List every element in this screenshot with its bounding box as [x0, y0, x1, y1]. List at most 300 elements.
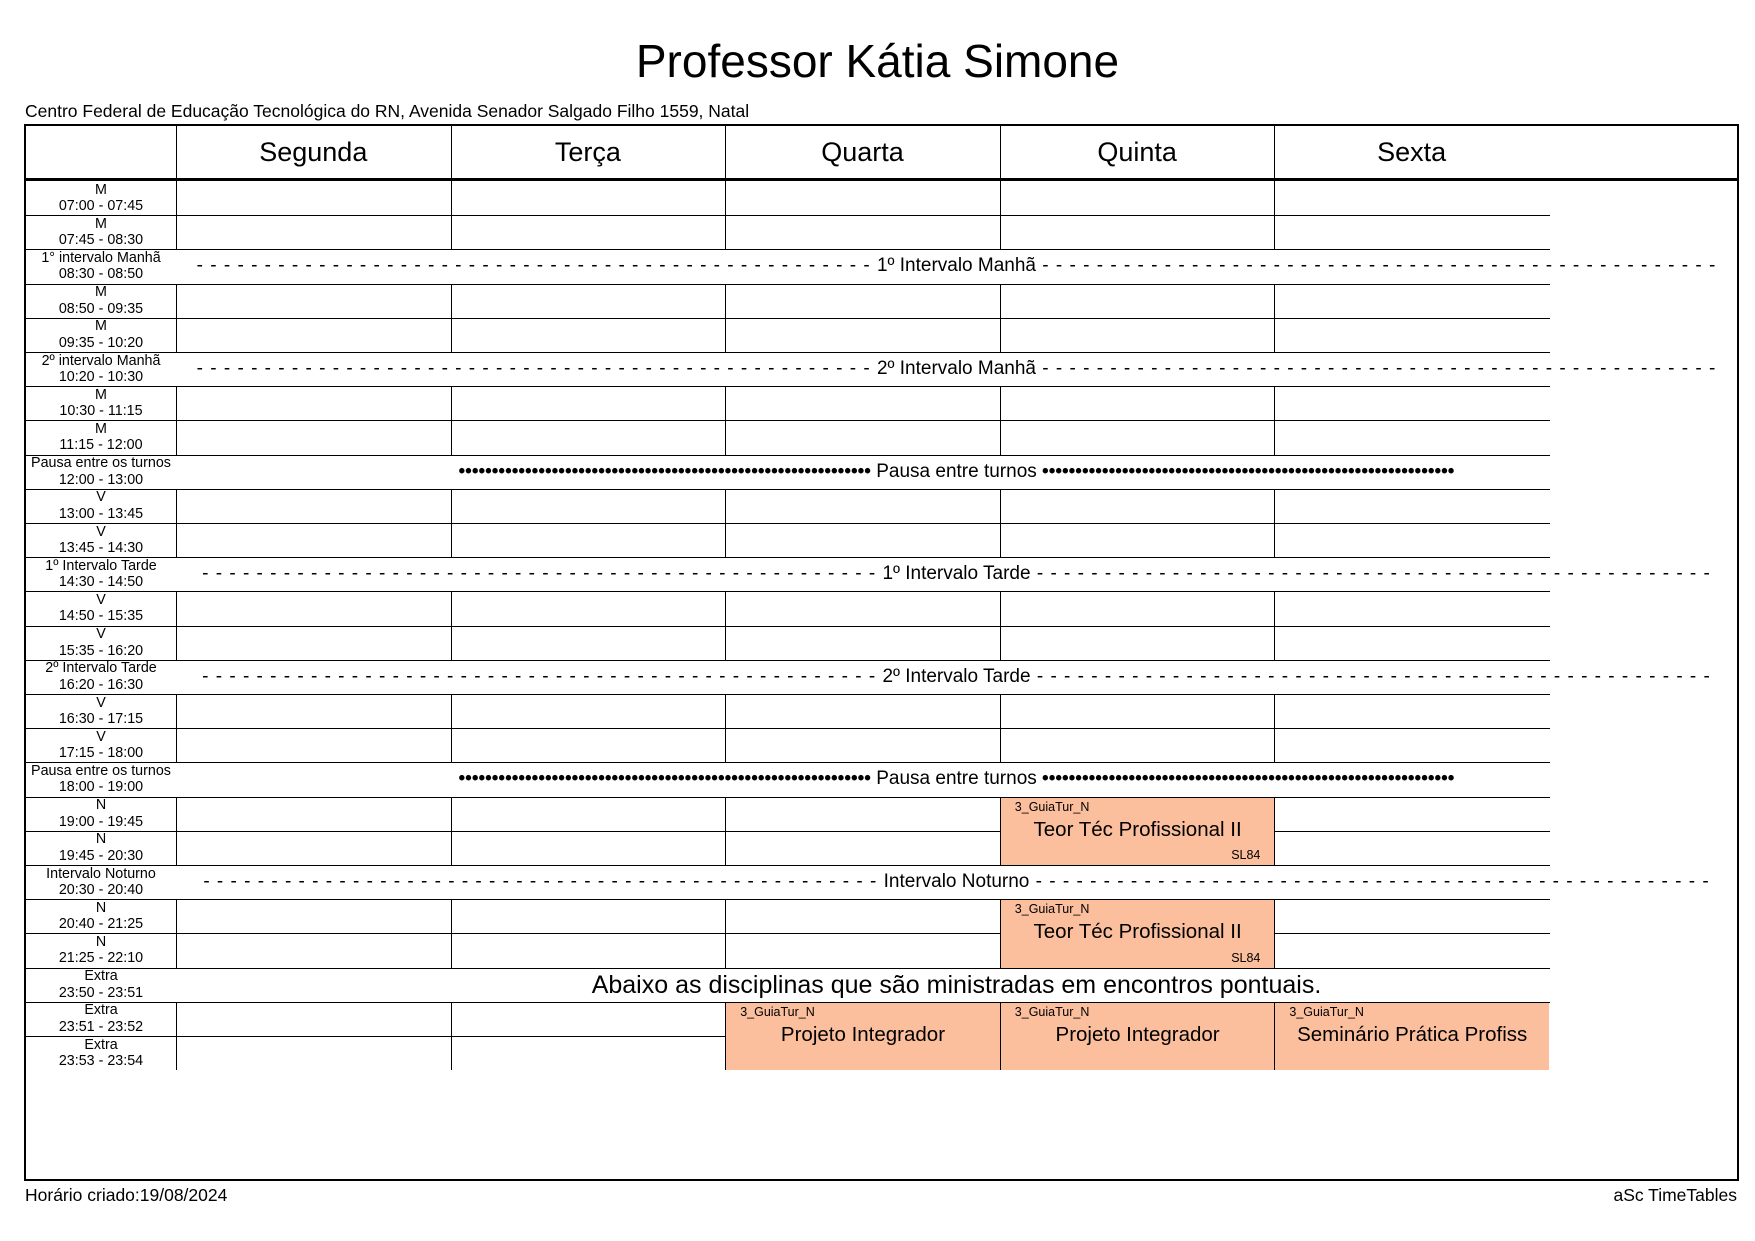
column-divider — [1274, 831, 1275, 865]
period-time: 13:00 - 13:45 — [58, 505, 144, 522]
row-divider — [176, 215, 452, 216]
period-label — [26, 181, 176, 215]
row-divider — [451, 318, 727, 319]
row-divider — [26, 968, 176, 969]
period-name: 1º Intervalo Tarde — [45, 557, 157, 574]
period-label — [26, 420, 176, 454]
row-divider — [26, 660, 176, 661]
period-label — [26, 352, 176, 386]
row-divider — [176, 694, 452, 695]
lesson-card[interactable] — [1001, 798, 1275, 865]
banner-text: Intervalo Noturno — [883, 871, 1030, 892]
column-divider — [1274, 523, 1275, 557]
column-divider — [725, 489, 726, 523]
row-divider — [26, 728, 176, 729]
banner-filler: - - - - - - - - - - - - - - - - - - - - - - - - - - - - - - - - - - - - - - - - - - - - - - - - - - — [1030, 563, 1711, 585]
column-divider — [1274, 284, 1275, 318]
column-divider — [725, 591, 726, 625]
column-divider — [451, 1036, 452, 1070]
period-label — [26, 489, 176, 523]
period-label — [26, 728, 176, 762]
column-divider — [1274, 797, 1275, 831]
row-divider — [26, 797, 176, 798]
lesson-subject: Teor Téc Profissional II — [1033, 817, 1242, 841]
column-divider — [176, 899, 177, 933]
period-label — [26, 215, 176, 249]
row-divider — [1274, 591, 1550, 592]
lesson-card[interactable] — [1001, 1003, 1275, 1070]
day-header: Segunda — [259, 137, 368, 167]
row-divider — [176, 284, 452, 285]
period-label — [26, 1002, 176, 1036]
column-divider — [725, 694, 726, 728]
row-divider — [451, 386, 727, 387]
row-divider — [725, 591, 1001, 592]
row-divider — [176, 489, 452, 490]
lesson-subject: Teor Téc Profissional II — [1033, 920, 1242, 944]
row-divider — [725, 489, 1001, 490]
row-divider — [725, 694, 1001, 695]
column-divider — [176, 318, 177, 352]
period-label — [26, 249, 176, 283]
period-name: Extra — [84, 1036, 118, 1053]
day-header: Sexta — [1377, 137, 1447, 167]
row-divider — [26, 215, 176, 216]
banner-filler: - - - - - - - - - - - - - - - - - - - - - - - - - - - - - - - - - - - - - - - - - - - - - - - - - - — [1029, 871, 1710, 892]
lesson-room: SL84 — [1231, 950, 1261, 965]
column-divider — [725, 420, 726, 454]
column-divider — [176, 126, 177, 178]
row-divider — [1274, 626, 1550, 627]
row-divider — [26, 489, 176, 490]
period-label — [26, 523, 176, 557]
column-divider — [1274, 626, 1275, 660]
row-divider — [176, 899, 452, 900]
column-divider — [1000, 284, 1001, 318]
row-divider — [26, 249, 176, 250]
column-divider — [451, 523, 452, 557]
period-label — [26, 797, 176, 831]
column-divider — [451, 831, 452, 865]
period-label — [26, 933, 176, 967]
row-divider — [1274, 318, 1550, 319]
column-divider — [451, 386, 452, 420]
row-divider — [176, 626, 452, 627]
row-divider — [1274, 797, 1550, 798]
row-divider — [1274, 523, 1550, 524]
row-divider — [26, 284, 176, 285]
break-banner — [176, 865, 1737, 899]
row-divider — [725, 899, 1001, 900]
row-divider — [1274, 899, 1550, 900]
row-divider — [176, 728, 452, 729]
column-divider — [176, 181, 177, 215]
period-time: 08:50 - 09:35 — [58, 300, 144, 317]
column-divider — [176, 728, 177, 762]
column-divider — [1000, 386, 1001, 420]
banner-text: Pausa entre turnos — [876, 768, 1037, 790]
day-header: Quarta — [821, 137, 904, 167]
row-divider — [1274, 386, 1550, 387]
period-time: 14:30 - 14:50 — [58, 574, 144, 591]
column-divider — [1274, 386, 1275, 420]
lesson-card[interactable] — [726, 1003, 1000, 1070]
column-divider — [451, 591, 452, 625]
column-divider — [451, 1002, 452, 1036]
row-divider — [26, 1002, 176, 1003]
day-header: Terça — [554, 137, 621, 167]
row-divider — [176, 318, 452, 319]
banner-text: 1º Intervalo Tarde — [882, 563, 1031, 585]
column-divider — [725, 126, 726, 178]
period-time: 16:30 - 17:15 — [58, 711, 144, 728]
row-divider — [176, 386, 452, 387]
column-divider — [725, 626, 726, 660]
period-time: 08:30 - 08:50 — [58, 266, 144, 283]
school-address: Centro Federal de Educação Tecnológica do RN, Avenida Senador Salgado Filho 1559, Natal — [25, 101, 750, 121]
created-date: Horário criado:19/08/2024 — [25, 1185, 228, 1205]
row-divider — [1274, 420, 1550, 421]
column-divider — [725, 318, 726, 352]
period-time: 17:15 - 18:00 — [58, 745, 144, 762]
period-name: 2º intervalo Manhã — [41, 352, 161, 369]
column-divider — [1274, 728, 1275, 762]
row-divider — [26, 386, 176, 387]
row-divider — [725, 318, 1001, 319]
column-divider — [451, 933, 452, 967]
period-time: 19:45 - 20:30 — [58, 847, 144, 864]
row-divider — [1000, 284, 1276, 285]
column-divider — [176, 694, 177, 728]
column-divider — [176, 523, 177, 557]
row-divider — [176, 591, 452, 592]
period-time: 07:45 - 08:30 — [58, 232, 144, 249]
banner-text: 2º Intervalo Tarde — [882, 665, 1031, 687]
row-divider — [26, 557, 176, 558]
period-name: 2º Intervalo Tarde — [45, 660, 157, 677]
period-label — [26, 626, 176, 660]
column-divider — [1000, 126, 1001, 178]
row-divider — [451, 523, 727, 524]
row-divider — [725, 284, 1001, 285]
period-time: 16:20 - 16:30 — [58, 676, 144, 693]
software-credit: aSc TimeTables — [1613, 1185, 1737, 1205]
row-divider — [1000, 215, 1276, 216]
column-divider — [451, 126, 452, 178]
row-divider — [26, 352, 176, 353]
lesson-room: SL84 — [1231, 847, 1261, 862]
header-divider — [26, 178, 1737, 181]
row-divider — [725, 933, 1001, 934]
column-divider — [1000, 181, 1001, 215]
row-divider — [1274, 694, 1550, 695]
column-divider — [451, 318, 452, 352]
column-divider — [725, 523, 726, 557]
column-divider — [725, 797, 726, 831]
column-divider — [725, 386, 726, 420]
row-divider — [26, 899, 176, 900]
period-name: Extra — [84, 968, 118, 985]
column-divider — [176, 626, 177, 660]
period-label — [26, 557, 176, 591]
column-divider — [451, 797, 452, 831]
period-label — [26, 660, 176, 694]
column-divider — [1000, 591, 1001, 625]
row-divider — [26, 455, 176, 456]
row-divider — [1000, 523, 1276, 524]
period-name: V — [96, 626, 106, 643]
row-divider — [725, 626, 1001, 627]
banner-filler: - - - - - - - - - - - - - - - - - - - - - - - - - - - - - - - - - - - - - - - - - - - - - - - - - - — [202, 563, 883, 585]
break-banner — [176, 762, 1737, 796]
row-divider — [1274, 831, 1550, 832]
column-divider — [725, 728, 726, 762]
lesson-class: 3_GuiaTur_N — [1014, 799, 1090, 814]
column-divider — [1274, 318, 1275, 352]
period-name: V — [96, 523, 106, 540]
lesson-card[interactable] — [1275, 1003, 1549, 1070]
row-divider — [26, 626, 176, 627]
row-divider — [1000, 591, 1276, 592]
row-divider — [451, 284, 727, 285]
row-divider — [26, 318, 176, 319]
period-label — [26, 1036, 176, 1070]
column-divider — [451, 694, 452, 728]
period-name: M — [95, 284, 107, 301]
row-divider — [451, 1036, 727, 1037]
period-time: 09:35 - 10:20 — [58, 334, 144, 351]
column-divider — [451, 626, 452, 660]
row-divider — [176, 797, 452, 798]
column-divider — [1000, 626, 1001, 660]
period-time: 10:30 - 11:15 — [59, 403, 143, 420]
row-divider — [451, 420, 727, 421]
row-divider — [1000, 626, 1276, 627]
column-divider — [176, 797, 177, 831]
period-time: 18:00 - 19:00 — [58, 779, 144, 796]
row-divider — [725, 831, 1001, 832]
period-time: 07:00 - 07:45 — [58, 198, 144, 215]
column-divider — [1000, 728, 1001, 762]
lesson-subject: Seminário Prática Profiss — [1297, 1022, 1528, 1046]
row-divider — [176, 933, 452, 934]
period-label — [26, 831, 176, 865]
column-divider — [176, 489, 177, 523]
period-label — [26, 318, 176, 352]
period-time: 14:50 - 15:35 — [58, 608, 144, 625]
column-divider — [451, 181, 452, 215]
row-divider — [26, 762, 176, 763]
column-divider — [725, 284, 726, 318]
row-divider — [725, 420, 1001, 421]
column-divider — [451, 284, 452, 318]
lesson-class: 3_GuiaTur_N — [1014, 902, 1090, 917]
column-divider — [451, 215, 452, 249]
row-divider — [1274, 284, 1550, 285]
period-name: V — [96, 728, 106, 745]
column-divider — [1274, 694, 1275, 728]
column-divider — [176, 284, 177, 318]
extra-note: Abaixo as disciplinas que são ministradas em encontros pontuais. — [591, 970, 1322, 999]
period-name: Extra — [84, 1002, 118, 1019]
column-divider — [451, 420, 452, 454]
row-divider — [1274, 933, 1550, 934]
column-divider — [176, 933, 177, 967]
row-divider — [26, 865, 176, 866]
row-divider — [1274, 215, 1550, 216]
column-divider — [451, 489, 452, 523]
banner-filler: - - - - - - - - - - - - - - - - - - - - - - - - - - - - - - - - - - - - - - - - - - - - - - - - - - — [202, 665, 883, 687]
period-name: M — [95, 181, 107, 198]
period-name: N — [95, 933, 107, 950]
period-label — [26, 591, 176, 625]
row-divider — [1274, 728, 1550, 729]
period-name: Pausa entre os turnos — [31, 762, 171, 779]
period-time: 23:53 - 23:54 — [58, 1053, 144, 1070]
column-divider — [725, 215, 726, 249]
period-label — [26, 455, 176, 489]
column-divider — [1274, 933, 1275, 967]
lesson-class: 3_GuiaTur_N — [740, 1004, 815, 1019]
row-divider — [451, 933, 727, 934]
period-time: 15:35 - 16:20 — [58, 642, 144, 659]
banner-filler: - - - - - - - - - - - - - - - - - - - - - - - - - - - - - - - - - - - - - - - - - - - - - - - - - - — [1036, 358, 1717, 379]
period-time: 12:00 - 13:00 — [58, 471, 144, 488]
banner-filler: •••••••••••••••••••••••••••••••••••••••••••••••••••••••••••••• — [1036, 768, 1455, 790]
period-name: V — [96, 694, 106, 711]
row-divider — [176, 1002, 452, 1003]
row-divider — [1000, 489, 1276, 490]
column-divider — [1274, 181, 1275, 215]
period-label — [26, 968, 176, 1002]
row-divider — [451, 1002, 727, 1003]
row-divider — [451, 626, 727, 627]
banner-filler: •••••••••••••••••••••••••••••••••••••••••••••••••••••••••••••• — [458, 768, 877, 790]
period-time: 23:51 - 23:52 — [58, 1018, 144, 1035]
row-divider — [1000, 694, 1276, 695]
lesson-subject: Projeto Integrador — [1055, 1022, 1220, 1046]
row-divider — [26, 933, 176, 934]
banner-filler: - - - - - - - - - - - - - - - - - - - - - - - - - - - - - - - - - - - - - - - - - - - - - - - - - - — [1036, 255, 1717, 277]
column-divider — [176, 831, 177, 865]
row-divider — [1000, 420, 1276, 421]
break-banner — [176, 660, 1737, 694]
break-banner — [176, 455, 1737, 489]
row-divider — [1000, 386, 1276, 387]
row-divider — [725, 728, 1001, 729]
row-divider — [1000, 318, 1276, 319]
period-name: M — [95, 420, 107, 437]
break-banner — [176, 249, 1737, 283]
column-divider — [451, 728, 452, 762]
column-divider — [725, 933, 726, 967]
break-banner — [176, 557, 1737, 591]
period-label — [26, 386, 176, 420]
period-label — [26, 694, 176, 728]
column-divider — [1000, 215, 1001, 249]
banner-filler: •••••••••••••••••••••••••••••••••••••••••••••••••••••••••••••• — [458, 460, 877, 482]
break-banner — [176, 352, 1737, 386]
column-divider — [1000, 523, 1001, 557]
lesson-card[interactable] — [1001, 900, 1275, 967]
period-name: N — [95, 831, 107, 848]
row-divider — [451, 489, 727, 490]
banner-filler: •••••••••••••••••••••••••••••••••••••••••••••••••••••••••••••• — [1036, 460, 1455, 482]
period-time: 20:30 - 20:40 — [58, 882, 144, 899]
row-divider — [176, 523, 452, 524]
row-divider — [725, 797, 1001, 798]
column-divider — [725, 181, 726, 215]
row-divider — [451, 215, 727, 216]
column-divider — [451, 899, 452, 933]
row-divider — [26, 1036, 176, 1037]
row-divider — [451, 694, 727, 695]
row-divider — [451, 728, 727, 729]
column-divider — [1274, 215, 1275, 249]
column-divider — [176, 1002, 177, 1036]
period-label — [26, 762, 176, 796]
row-divider — [725, 386, 1001, 387]
day-header: Quinta — [1097, 137, 1177, 167]
column-divider — [1000, 420, 1001, 454]
row-divider — [451, 591, 727, 592]
row-divider — [1274, 489, 1550, 490]
column-divider — [176, 215, 177, 249]
row-divider — [26, 694, 176, 695]
period-time: 13:45 - 14:30 — [58, 540, 144, 557]
column-divider — [1274, 126, 1275, 178]
banner-filler: - - - - - - - - - - - - - - - - - - - - - - - - - - - - - - - - - - - - - - - - - - - - - - - - - - — [196, 255, 877, 277]
column-divider — [725, 831, 726, 865]
row-divider — [26, 591, 176, 592]
column-divider — [1000, 318, 1001, 352]
banner-filler: - - - - - - - - - - - - - - - - - - - - - - - - - - - - - - - - - - - - - - - - - - - - - - - - - - — [1030, 665, 1711, 687]
period-label — [26, 865, 176, 899]
period-time: 20:40 - 21:25 — [58, 916, 144, 933]
row-divider — [451, 831, 727, 832]
period-time: 23:50 - 23:51 — [58, 984, 144, 1001]
timetable-grid — [24, 124, 1739, 1181]
row-divider — [725, 215, 1001, 216]
column-divider — [725, 899, 726, 933]
period-name: N — [95, 797, 107, 814]
period-time: 10:20 - 10:30 — [58, 369, 144, 386]
period-label — [26, 284, 176, 318]
row-divider — [725, 523, 1001, 524]
banner-text: 2º Intervalo Manhã — [876, 358, 1037, 379]
period-name: M — [95, 386, 107, 403]
row-divider — [451, 899, 727, 900]
period-name: V — [96, 591, 106, 608]
banner-text: Pausa entre turnos — [876, 460, 1037, 482]
row-divider — [1000, 728, 1276, 729]
lesson-class: 3_GuiaTur_N — [1014, 1004, 1090, 1019]
column-divider — [176, 1036, 177, 1070]
row-divider — [176, 1036, 452, 1037]
row-divider — [26, 420, 176, 421]
banner-filler: - - - - - - - - - - - - - - - - - - - - - - - - - - - - - - - - - - - - - - - - - - - - - - - - - - — [196, 358, 877, 379]
banner-text: 1º Intervalo Manhã — [876, 255, 1037, 277]
period-time: 11:15 - 12:00 — [59, 437, 143, 454]
period-name: M — [95, 318, 107, 335]
row-divider — [26, 831, 176, 832]
row-divider — [26, 523, 176, 524]
column-divider — [1274, 591, 1275, 625]
lesson-class: 3_GuiaTur_N — [1289, 1004, 1364, 1019]
column-divider — [1274, 899, 1275, 933]
period-name: 1° intervalo Manhã — [41, 249, 161, 266]
period-name: Pausa entre os turnos — [31, 455, 171, 472]
